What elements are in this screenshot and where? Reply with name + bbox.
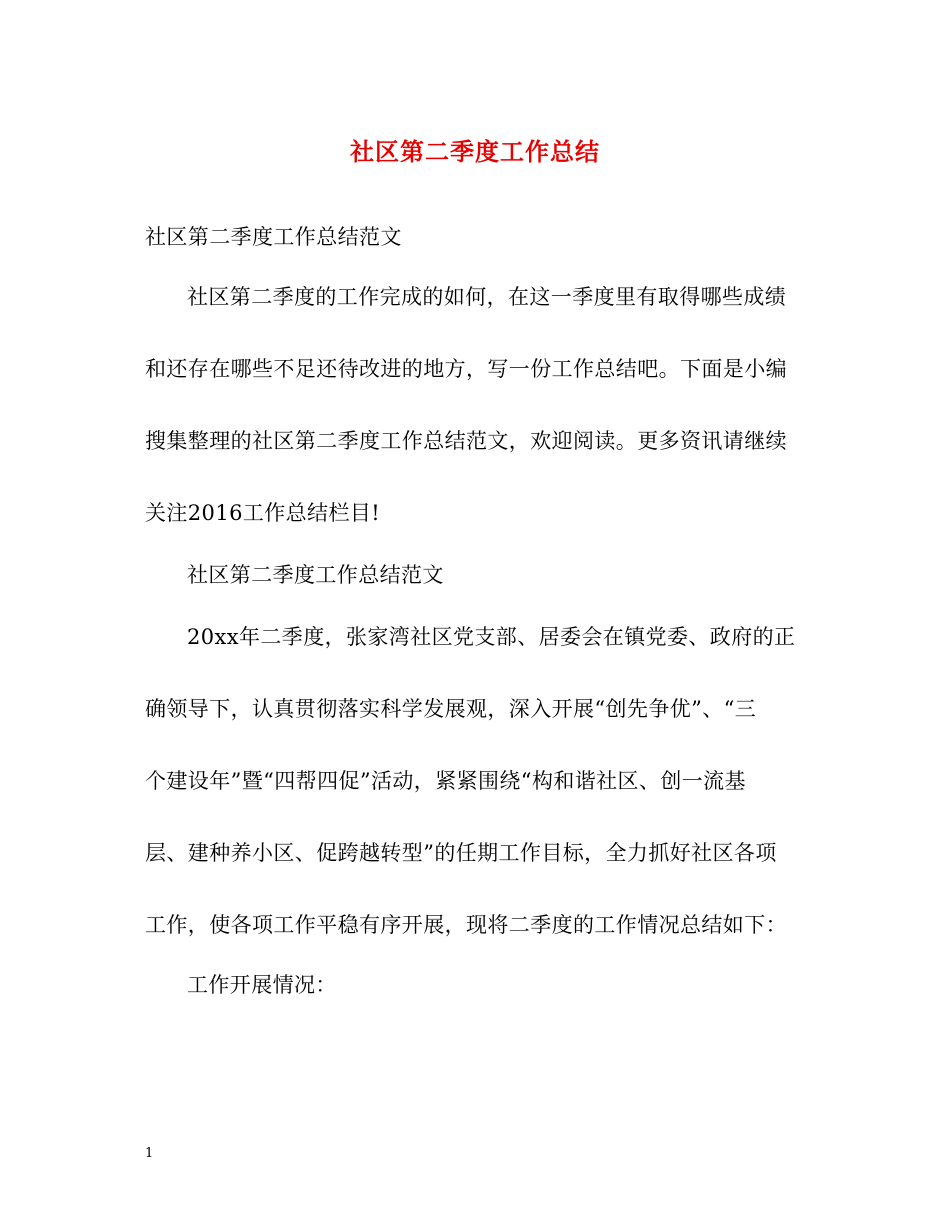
intro-line-4: 关注2016工作总结栏目! <box>145 501 381 525</box>
work-heading: 工作开展情况： <box>187 973 337 997</box>
body-line-1: 20xx年二季度，张家湾社区党支部、居委会在镇党委、政府的正 <box>187 625 796 649</box>
body-line-3: 个建设年”暨“四帮四促”活动，紧紧围绕“构和谐社区、创一流基 <box>145 769 746 793</box>
page-number: 1 <box>145 1146 154 1161</box>
body-line-5: 工作，使各项工作平稳有序开展，现将二季度的工作情况总结如下： <box>145 913 787 937</box>
body-line-4: 层、建种养小区、促跨越转型”的任期工作目标，全力抓好社区各项 <box>145 841 777 865</box>
subtitle: 社区第二季度工作总结范文 <box>145 225 402 249</box>
document-title: 社区第二季度工作总结 <box>350 137 600 166</box>
section-heading: 社区第二季度工作总结范文 <box>187 563 444 587</box>
intro-line-2: 和还存在哪些不足还待改进的地方，写一份工作总结吧。下面是小编 <box>145 357 787 381</box>
body-line-2: 确领导下，认真贯彻落实科学发展观，深入开展“创先争优”、“三 <box>145 697 757 721</box>
intro-line-1: 社区第二季度的工作完成的如何，在这一季度里有取得哪些成绩 <box>187 285 787 309</box>
intro-line-3: 搜集整理的社区第二季度工作总结范文，欢迎阅读。更多资讯请继续 <box>145 429 787 453</box>
